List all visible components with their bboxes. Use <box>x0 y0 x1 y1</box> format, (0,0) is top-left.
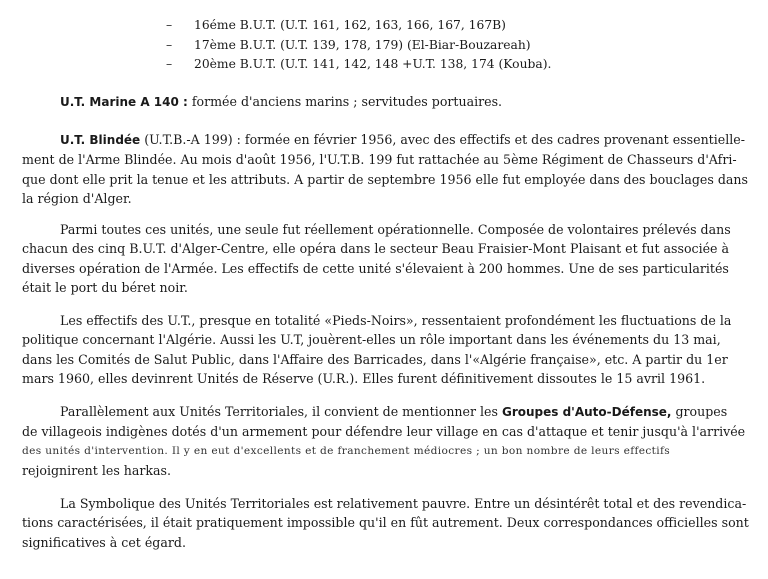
operationnelle-line: chacun des cinq B.U.T. d'Alger-Centre, elle opéra dans le secteur Beau Fraisier-Mont Plaisant et fut associée à <box>22 241 730 257</box>
list-item-text: 20ème B.U.T. (U.T. 141, 142, 148 +U.T. 138, 174 (Kouba). <box>194 57 552 71</box>
list-dash: – <box>166 57 173 71</box>
symbolique-line: La Symbolique des Unités Territoriales est relativement pauvre. Entre un désintérêt total et des revendica- <box>60 496 747 511</box>
symbolique-line: significatives à cet égard. <box>22 534 186 550</box>
blindee-line: (U.T.B.-A 199) : formée en février 1956, avec des effectifs et des cadres provenant essentielle- <box>140 132 745 147</box>
blindee-line: que dont elle prit la tenue et les attributs. A partir de septembre 1956 elle fut employée dans des bouclages dans <box>22 171 748 187</box>
paragraph-pieds-noirs <box>22 311 738 388</box>
auto-defense-line: des unités d'intervention. Il y en eut d'excellents et de franchement médiocres ; un bon nombre de leurs effectifs <box>22 444 671 457</box>
paragraph-marine <box>22 92 738 112</box>
marine-label: U.T. Marine A 140 : <box>60 95 188 109</box>
operationnelle-line: Parmi toutes ces unités, une seule fut réellement opérationnelle. Composée de volontaires prélevés dans <box>60 222 731 237</box>
marine-text: formée d'anciens marins ; servitudes portuaires. <box>187 94 503 109</box>
list-item-text: 17ème B.U.T. (U.T. 139, 178, 179) (El-Biar-Bouzareah) <box>194 37 531 52</box>
paragraph-symbolique <box>22 494 749 552</box>
blindee-line: ment de l'Arme Blindée. Au mois d'août 1956, l'U.T.B. 199 fut rattachée au 5ème Régiment de Chasseurs d'Afri- <box>22 152 737 168</box>
paragraph-blindee <box>22 130 748 208</box>
auto-defense-label: Groupes d'Auto-Défense, <box>501 405 672 419</box>
list-item <box>166 36 551 56</box>
auto-defense-text: groupes <box>671 404 728 419</box>
pieds-noirs-line: Les effectifs des U.T., presque en totalité «Pieds-Noirs», ressentaient profondément les fluctuations de la <box>60 313 732 328</box>
operationnelle-line: diverses opération de l'Armée. Les effectifs de cette unité s'élevaient à 200 hommes. Une de ses particularités <box>22 260 729 276</box>
auto-defense-text: Parallèlement aux Unités Territoriales, il convient de mentionner les <box>60 404 502 419</box>
pieds-noirs-line: dans les Comités de Salut Public, dans l'Affaire des Barricades, dans l'«Algérie française», etc. A partir du 1er <box>22 351 728 367</box>
blindee-label: U.T. Blindée <box>60 133 141 147</box>
pieds-noirs-line: mars 1960, elles devinrent Unités de Réserve (U.R.). Elles furent définitivement dissoutes le 15 avril 1961. <box>22 370 706 386</box>
list-dash: – <box>166 37 173 52</box>
list-dash: – <box>166 18 173 32</box>
paragraph-operationnelle <box>22 220 738 297</box>
blindee-line: la région d'Alger. <box>22 190 132 206</box>
auto-defense-line: de villageois indigènes dotés d'un armement pour défendre leur village en cas d'attaque et tenir jusqu'à l'arrivée <box>22 424 746 440</box>
symbolique-line: tions caractérisées, il était pratiquement impossible qu'il en fût autrement. Deux correspondances officielles sont <box>22 515 749 531</box>
paragraph-auto-defense <box>22 402 746 480</box>
auto-defense-line: rejoignirent les harkas. <box>22 462 172 478</box>
list-item-text: 16éme B.U.T. (U.T. 161, 162, 163, 166, 167, 167B) <box>194 18 506 32</box>
pieds-noirs-line: politique concernant l'Algérie. Aussi les U.T, jouèrent-elles un rôle important dans les événements du 13 mai, <box>22 332 721 348</box>
but-list <box>166 16 551 75</box>
list-item <box>166 55 551 75</box>
operationnelle-line: était le port du béret noir. <box>22 279 188 295</box>
list-item <box>166 16 551 36</box>
